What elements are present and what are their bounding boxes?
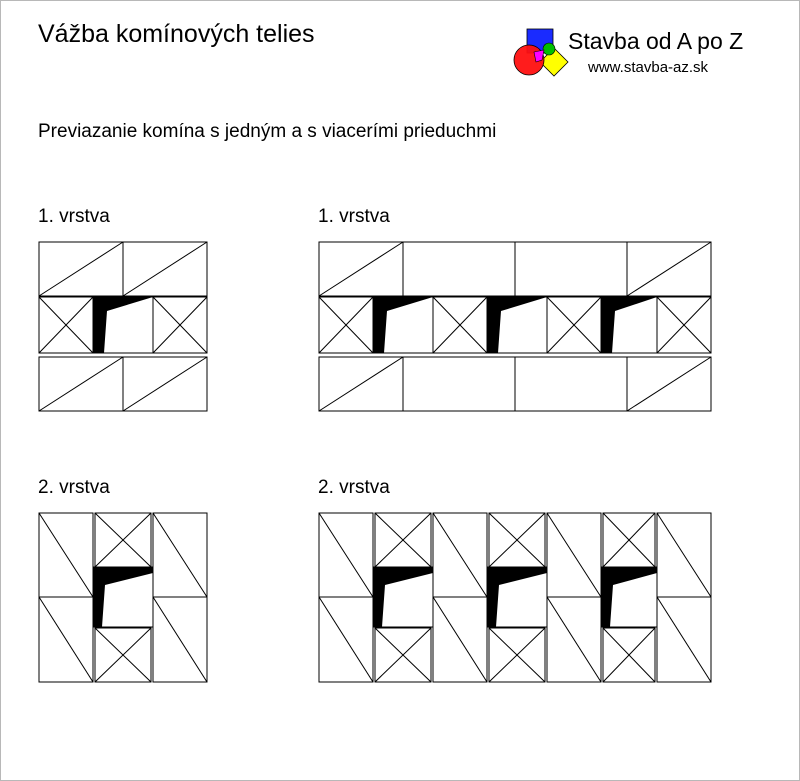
multi-flue-layer2-diagram	[318, 511, 714, 685]
brick	[403, 242, 515, 296]
brick	[403, 357, 515, 411]
flue-shade	[373, 567, 433, 627]
multi-flue-layer1-diagram	[318, 240, 714, 414]
brick	[515, 357, 627, 411]
page-subtitle: Previazanie komína s jedným a s viacerími prieduchmi	[38, 121, 497, 142]
brand-url: www.stavba-az.sk	[588, 59, 709, 76]
flue-shade	[487, 297, 547, 353]
flue-shade	[373, 297, 433, 353]
single-flue-layer1-diagram	[38, 240, 210, 414]
multi-layer2-label: 2. vrstva	[318, 477, 390, 498]
multi-layer1-label: 1. vrstva	[318, 206, 390, 227]
brand-name: Stavba od A po Z	[568, 28, 744, 54]
flue-shade	[601, 567, 657, 627]
page-title: Vážba komínových telies	[38, 20, 315, 48]
brick	[515, 242, 627, 296]
single-layer1-label: 1. vrstva	[38, 206, 110, 227]
flue-shade	[601, 297, 657, 353]
flue-shade	[487, 567, 547, 627]
flue-shade	[93, 567, 153, 627]
brand-logo	[512, 28, 570, 82]
logo-green-circle	[543, 43, 555, 55]
single-layer2-label: 2. vrstva	[38, 477, 110, 498]
single-flue-layer2-diagram	[38, 511, 210, 685]
flue-shade	[93, 297, 153, 353]
